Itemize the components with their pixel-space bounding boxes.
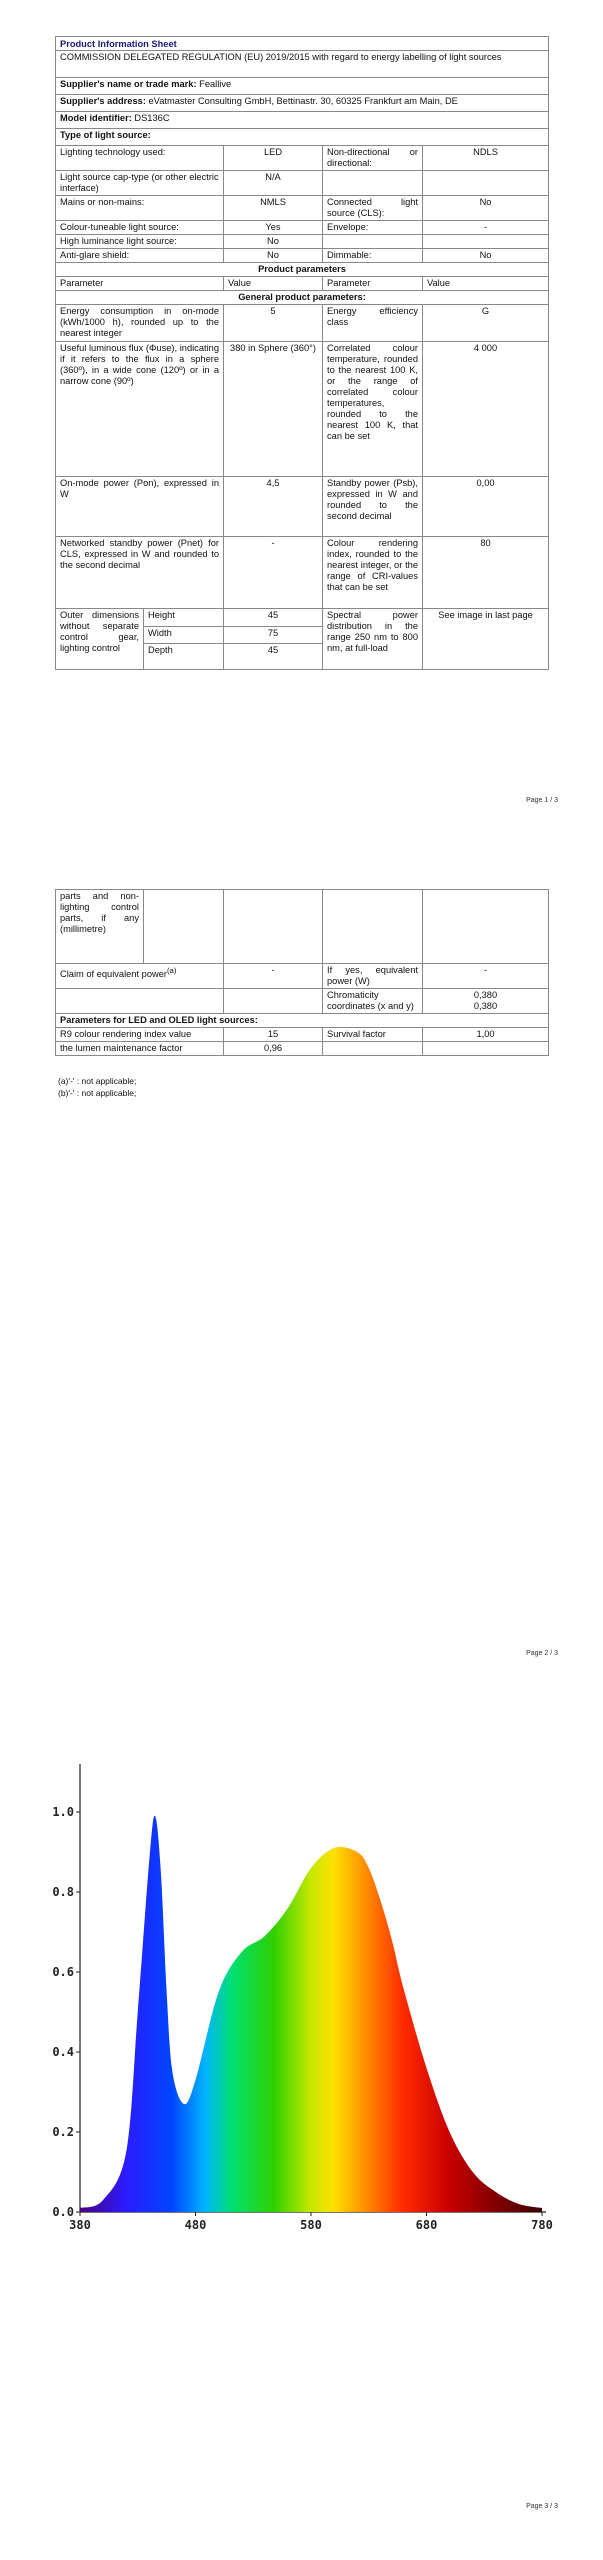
cell: Useful luminous flux (Φuse), indicating if it refers to the flux in a sphere (360º), in a wide cone (120º) or in a narrow cone (90º) (56, 342, 224, 477)
cell: R9 colour rendering index value (56, 1028, 224, 1042)
cell: 1,00 (423, 1028, 549, 1042)
general-row (56, 477, 549, 537)
cell: Light source cap-type (or other electric interface) (56, 171, 224, 196)
cell: Survival factor (323, 1028, 423, 1042)
cell: No (224, 235, 323, 249)
column-header: Parameter (56, 277, 224, 291)
led-row (56, 1042, 549, 1056)
supplier-name-label: Supplier's name or trade mark: (60, 79, 197, 89)
product-parameters-header: Product parameters (56, 263, 549, 277)
supplier-address-value: eVatmaster Consulting GmbH, Bettinastr. 30, 60325 Frankfurt am Main, DE (148, 96, 458, 106)
dimension-value: 75 (224, 626, 323, 644)
page-number: Page 1 / 3 (526, 797, 558, 804)
dimension-row (56, 609, 549, 627)
cell: Colour-tuneable light source: (56, 221, 224, 235)
cell: - (224, 537, 323, 609)
cell: 4 000 (423, 342, 549, 477)
cell: NDLS (423, 146, 549, 171)
regulation-text: COMMISSION DELEGATED REGULATION (EU) 2019/2015 with regard to energy labelling of light sources (56, 51, 549, 78)
x-tick-label: 480 (184, 2218, 207, 2232)
dimension-name: Width (144, 626, 224, 644)
y-tick-label: 0.6 (52, 1965, 74, 1979)
cell: 5 (224, 305, 323, 342)
light-source-row (56, 171, 549, 196)
cell: 80 (423, 537, 549, 609)
page-2 (0, 853, 603, 1706)
y-tick-label: 1.0 (52, 1805, 74, 1819)
cell: Energy consumption in on-mode (kWh/1000 h), rounded up to the nearest integer (56, 305, 224, 342)
x-tick-label: 680 (415, 2218, 438, 2232)
equivalent-row (56, 964, 549, 989)
cell: Energy efficiency class (323, 305, 423, 342)
column-header: Value (423, 277, 549, 291)
cell (323, 1042, 423, 1056)
dimension-continued-row (56, 890, 549, 964)
general-row (56, 305, 549, 342)
light-source-row (56, 221, 549, 235)
light-source-row (56, 196, 549, 221)
cell: 0,380 0,380 (423, 989, 549, 1014)
dimension-value: 45 (224, 644, 323, 670)
page-1 (0, 0, 603, 853)
cell: Yes (224, 221, 323, 235)
page-title: Product Information Sheet (56, 37, 549, 51)
y-tick-label: 0.4 (52, 2045, 74, 2059)
model-row (56, 112, 549, 129)
cell (323, 171, 423, 196)
model-label: Model identifier: (60, 113, 132, 123)
x-tick-label: 780 (531, 2218, 553, 2232)
cell: Colour rendering index, rounded to the nearest integer, or the range of CRI-values that can be set (323, 537, 423, 609)
empty-cell (144, 890, 224, 964)
empty-cell (323, 890, 423, 964)
spectral-power-distribution-chart (52, 1754, 555, 2246)
cell: 15 (224, 1028, 323, 1042)
supplier-address-label: Supplier's address: (60, 96, 146, 106)
y-tick-label: 0.8 (52, 1885, 74, 1899)
general-row (56, 537, 549, 609)
cell: Connected light source (CLS): (323, 196, 423, 221)
empty-cell (224, 890, 323, 964)
dimension-name: Height (144, 609, 224, 627)
cell: G (423, 305, 549, 342)
type-of-light-source-header: Type of light source: (56, 129, 549, 146)
cell: High luminance light source: (56, 235, 224, 249)
footnote-a: (a)'-' : not applicable; (58, 1076, 137, 1086)
equivalent-label: Claim of equivalent power$^{(a)}$ (56, 964, 224, 989)
cell: Lighting technology used: (56, 146, 224, 171)
supplier-name-row (56, 78, 549, 95)
cell: Non-directional or directional: (323, 146, 423, 171)
cell (323, 235, 423, 249)
spd-svg (52, 1754, 555, 2246)
footnote-b: (b)'-' : not applicable; (58, 1088, 137, 1098)
chromaticity-row (56, 989, 549, 1014)
cell: If yes, equivalent power (W) (323, 964, 423, 989)
product-info-table-continued (55, 889, 549, 1056)
cell: Anti-glare shield: (56, 249, 224, 263)
cell (423, 1042, 549, 1056)
y-tick-label: 0.0 (52, 2205, 74, 2219)
supplier-name-value: Feallive (199, 79, 232, 89)
cell: N/A (224, 171, 323, 196)
cell: - (423, 221, 549, 235)
dimension-name: Depth (144, 644, 224, 670)
page-number: Page 3 / 3 (526, 2503, 558, 2510)
led-parameters-header: Parameters for LED and OLED light sources: (56, 1014, 549, 1028)
general-row (56, 342, 549, 477)
led-row (56, 1028, 549, 1042)
cell: No (224, 249, 323, 263)
cell: 4,5 (224, 477, 323, 537)
page-number: Page 2 / 3 (526, 1650, 558, 1657)
cell: - (224, 964, 323, 989)
general-parameters-header: General product parameters: (56, 291, 549, 305)
cell (423, 235, 549, 249)
spd-value: See image in last page (423, 609, 549, 670)
cell: LED (224, 146, 323, 171)
column-header-row (56, 277, 549, 291)
spectrum-area (80, 1816, 542, 2212)
cell: 0,96 (224, 1042, 323, 1056)
cell: Networked standby power (Pnet) for CLS, expressed in W and rounded to the second decimal (56, 537, 224, 609)
light-source-row (56, 235, 549, 249)
cell: Standby power (Psb), expressed in W and rounded to the second decimal (323, 477, 423, 537)
empty-cell (224, 989, 323, 1014)
x-tick-label: 380 (69, 2218, 91, 2232)
empty-cell (423, 890, 549, 964)
cell: On-mode power (Pon), expressed in W (56, 477, 224, 537)
dimension-value: 45 (224, 609, 323, 627)
cell: Correlated colour temperature, rounded to the nearest 100 K, or the range of correlated colour temperatures, rounded to the nearest 100 K, that can be set (323, 342, 423, 477)
empty-cell (56, 989, 224, 1014)
cell: 380 in Sphere (360°) (224, 342, 323, 477)
cell: No (423, 249, 549, 263)
cell (423, 171, 549, 196)
cell: No (423, 196, 549, 221)
dimensions-label: Outer dimensions without separate control gear, lighting control (56, 609, 144, 670)
column-header: Value (224, 277, 323, 291)
cell: Dimmable: (323, 249, 423, 263)
spd-label: Spectral power distribution in the range 250 nm to 800 nm, at full-load (323, 609, 423, 670)
cell: Mains or non-mains: (56, 196, 224, 221)
column-header: Parameter (323, 277, 423, 291)
cell: NMLS (224, 196, 323, 221)
cell: Chromaticity coordinates (x and y) (323, 989, 423, 1014)
model-value: DS136C (134, 113, 170, 123)
y-tick-label: 0.2 (52, 2125, 74, 2139)
cell: - (423, 964, 549, 989)
light-source-row (56, 146, 549, 171)
cell: 0,00 (423, 477, 549, 537)
light-source-row (56, 249, 549, 263)
page-3 (0, 1706, 603, 2559)
x-tick-label: 580 (300, 2218, 322, 2232)
cell: the lumen maintenance factor (56, 1042, 224, 1056)
supplier-address-row (56, 95, 549, 112)
cell: Envelope: (323, 221, 423, 235)
product-info-table (55, 36, 549, 670)
footnotes (58, 1075, 136, 1099)
dimensions-label-continued: parts and non-lighting control parts, if any (millimetre) (56, 890, 144, 964)
